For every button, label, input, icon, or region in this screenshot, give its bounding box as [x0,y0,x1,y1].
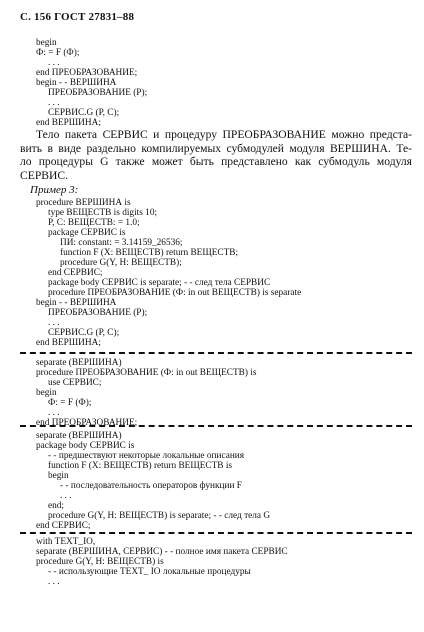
code-line: . . . [60,491,72,501]
code-line: . . . [48,577,60,587]
code-line: use СЕРВИС; [48,378,102,388]
code-line: end ВЕРШИНА; [36,118,101,128]
code-line: procedure ПРЕОБРАЗОВАНИЕ (Ф: in out ВЕЩЕСТВ) is separate [48,288,302,298]
paragraph-line: ло процедуры G также может быть представлено как субмодуль модуля [20,155,412,168]
code-line: ПРЕОБРАЗОВАНИЕ (Р); [48,88,148,98]
code-line: - - предшествуют некоторые локальные описания [48,451,245,461]
code-line: procedure ПРЕОБРАЗОВАНИЕ (Ф: in out ВЕЩЕСТВ) is [36,368,257,378]
code-line: procedure ВЕРШИНА is [36,198,131,208]
code-block-4 [36,431,270,531]
code-line: begin [36,388,57,398]
code-line: begin - - ВЕРШИНА [36,298,117,308]
code-line: ПРЕОБРАЗОВАНИЕ (Р); [48,308,148,318]
code-line: begin - - ВЕРШИНА [36,78,117,88]
code-block-3 [36,358,256,428]
paragraph-line: вить в виде раздельно компилируемых субмодулей модуля ВЕРШИНА. Те- [20,141,412,155]
code-line: end ПРЕОБРАЗОВАНИЕ; [36,418,138,428]
example-label: Пример 3: [30,184,79,196]
page-header: С. 156 ГОСТ 27831–88 [20,11,135,23]
code-line: separate (ВЕРШИНА, СЕРВИС) - - полное имя пакета СЕРВИС [36,547,288,557]
code-line: . . . [48,58,60,68]
code-line: separate (ВЕРШИНА) [36,358,122,368]
code-line: end; [48,501,65,511]
code-line: . . . [48,98,60,108]
separator-line [20,532,412,534]
code-line: with TEXT_IO, [36,537,96,547]
code-line: - - последовательность операторов функции F [60,481,242,491]
code-line: end СЕРВИС; [36,521,91,531]
paragraph-line: СЕРВИС. [20,168,68,182]
code-line: package body СЕРВИС is [36,441,135,451]
code-line: procedure G(Y, H: ВЕЩЕСТВ) is [36,557,164,567]
code-line: package body СЕРВИС is separate; - - след тела СЕРВИС [48,278,271,288]
code-line: end СЕРВИС; [48,268,103,278]
body-paragraph [20,128,412,182]
code-line: СЕРВИС.G (Р, С); [48,328,120,338]
code-line: . . . [48,318,60,328]
code-line: end ВЕРШИНА; [36,338,101,348]
code-line: separate (ВЕРШИНА) [36,431,122,441]
code-line: function F (X: ВЕЩЕСТВ) return ВЕЩЕСТВ is [48,461,233,471]
code-block-1 [36,38,147,128]
code-block-2 [36,198,301,348]
code-line: Ф: = F (Ф); [36,48,80,58]
code-line: type ВЕЩЕСТВ is digits 10; [48,208,158,218]
code-line: СЕРВИС.G (Р, С); [48,108,120,118]
code-line: . . . [48,408,60,418]
separator-line [20,425,412,427]
code-line: procedure G(Y, H: ВЕЩЕСТВ); [60,258,182,268]
code-block-5 [36,537,288,587]
paragraph-line: Тело пакета СЕРВИС и процедуру ПРЕОБРАЗОВАНИЕ можно предста- [36,128,412,141]
code-line: - - использующие TEXT_ IO локальные процедуры [48,567,251,577]
code-line: begin [48,471,69,481]
code-line: end ПРЕОБРАЗОВАНИЕ; [36,68,138,78]
code-line: ПИ: constant: = 3.14159_26536; [60,238,183,248]
code-line: procedure G(Y, H: ВЕЩЕСТВ) is separate; - - след тела G [48,511,271,521]
code-line: Ф: = F (Ф); [48,398,92,408]
code-line: begin [36,38,57,48]
code-line: package СЕРВИС is [48,228,126,238]
code-line: P, С: ВЕЩЕСТВ: = 1.0; [48,218,140,228]
code-line: function F (X: ВЕЩЕСТВ) return ВЕЩЕСТВ; [60,248,239,258]
separator-line [20,352,412,354]
